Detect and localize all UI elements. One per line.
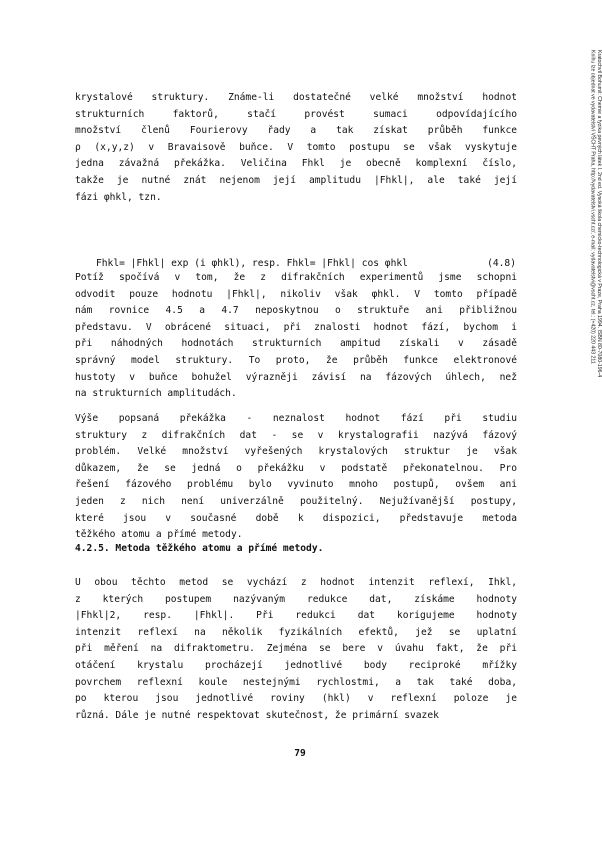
text-line: jeden z nich není univerzálně použitelný. Nejužívanější postupy,: [75, 495, 517, 507]
citation-line-2: Knihu lze objednat ve vydavatelství VŠCHT Praha, http://vydavatelstvi.vscht.cz/, e-mail: vydavatelstvi@vscht.cz, tel.: (+420) 220 443 211: [589, 50, 596, 364]
text-line: nám rovnice 4.5 a 4.7 neposkytnou o struktuře ani přibližnou: [75, 305, 517, 317]
text-line: povrchem reflexní koule nestejnými rychlostmi, a tak také doba,: [75, 676, 517, 688]
section-heading: 4.2.5. Metoda těžkého atomu a přímé metody.: [75, 543, 324, 554]
text-line: U obou těchto metod se vychází z hodnot intenzit reflexí, Ihkl,: [75, 577, 517, 588]
text-line: odvodit pouze hodnotu |Fhkl|, nikoliv však φhkl. V tomto případě: [75, 288, 517, 300]
text-line: z kterých postupem nazývaným redukce dat, získáme hodnoty: [75, 593, 517, 605]
text-line: při náhodných hodnotách strukturních ampitud získali v zásadě: [75, 338, 517, 350]
page-number: 79: [294, 748, 306, 759]
text-line: strukturních faktorů, stačí provést sumaci odpovídajícího: [75, 108, 517, 120]
text-line: otáčení krystalu procházejí jednotlivé body reciproké mřížky: [75, 659, 517, 671]
equation-4-8: [96, 257, 516, 271]
paragraph-2: [75, 270, 517, 403]
text-line: |Fhkl|2, resp. |Fhkl|. Při redukci dat korigujeme hodnoty: [75, 610, 517, 622]
citation-line-1: Kratochvíl Bohumil: Chemie a fyzika pevných látek I. 2nd ed. Vysoká škola chemicko-technologická v Praze, Praha 1994. ISBN 80-7080-196-4: [596, 50, 602, 378]
text-line: které jsou v současné době k dispozici, představuje metoda: [75, 512, 517, 524]
text-line: intenzit reflexí na několik fyzikálních efektů, jež se uplatní: [75, 626, 517, 638]
text-line: fázi φhkl, tzn.: [75, 191, 162, 203]
paragraph-1: [75, 90, 517, 206]
text-line: těžkého atomu a přímé metody.: [75, 529, 243, 541]
text-line: struktury z difrakčních dat - se v krystalografii nazývá fázový: [75, 429, 517, 441]
equation-text: Fhkl= |Fhkl| exp (i φhkl), resp. Fhkl= |Fhkl| cos φhkl: [96, 258, 408, 269]
text-line: různá. Dále je nutné respektovat skutečnost, že primární svazek: [75, 709, 439, 721]
text-line: na strukturních amplitudách.: [75, 388, 237, 400]
text-line: takže je nutné znát nejenom její amplitudu |Fhkl|, ale také její: [75, 174, 517, 186]
text-line: představu. V obrácené situaci, při znalosti hodnot fází, bychom i: [75, 321, 517, 333]
paragraph-4: [75, 575, 517, 724]
text-line: při měření na difraktometru. Zejména se bere v úvahu fakt, že při: [75, 643, 517, 655]
text-line: množství členů Fourierovy řady a tak získat průběh funkce: [75, 125, 517, 137]
text-line: správný model struktury. To proto, že průběh funkce elektronové: [75, 354, 517, 366]
text-line: řešení fázového problému bylo vyvinuto mnoho postupů, ovšem ani: [75, 479, 517, 491]
text-line: po kterou jsou jednotlivé roviny (hkl) v reflexní poloze je: [75, 693, 517, 705]
text-line: Potíž spočívá v tom, že z difrakčních experimentů jsme schopni: [75, 272, 517, 283]
text-line: hustoty v buňce bohužel výrazněji závisí na fázových úhlech, než: [75, 371, 517, 383]
text-line: Výše popsaná překážka - neznalost hodnot fází při studiu: [75, 413, 517, 424]
text-line: jedna závažná překážka. Veličina Fhkl je obecně komplexní číslo,: [75, 158, 517, 170]
equation-number: (4.8): [487, 258, 516, 269]
text-line: krystalové struktury. Známe-li dostatečné velké množství hodnot: [75, 92, 517, 103]
text-line: problém. Velké množství vyřešených krystalových struktur je však: [75, 446, 517, 458]
text-line: důkazem, že se jedná o překážku v podstatě překonatelnou. Pro: [75, 462, 517, 474]
paragraph-3: [75, 411, 517, 544]
citation-sidenote: [562, 50, 602, 570]
text-line: ρ (x,y,z) v Bravaisově buňce. V tomto postupu se však vyskytuje: [75, 141, 517, 153]
